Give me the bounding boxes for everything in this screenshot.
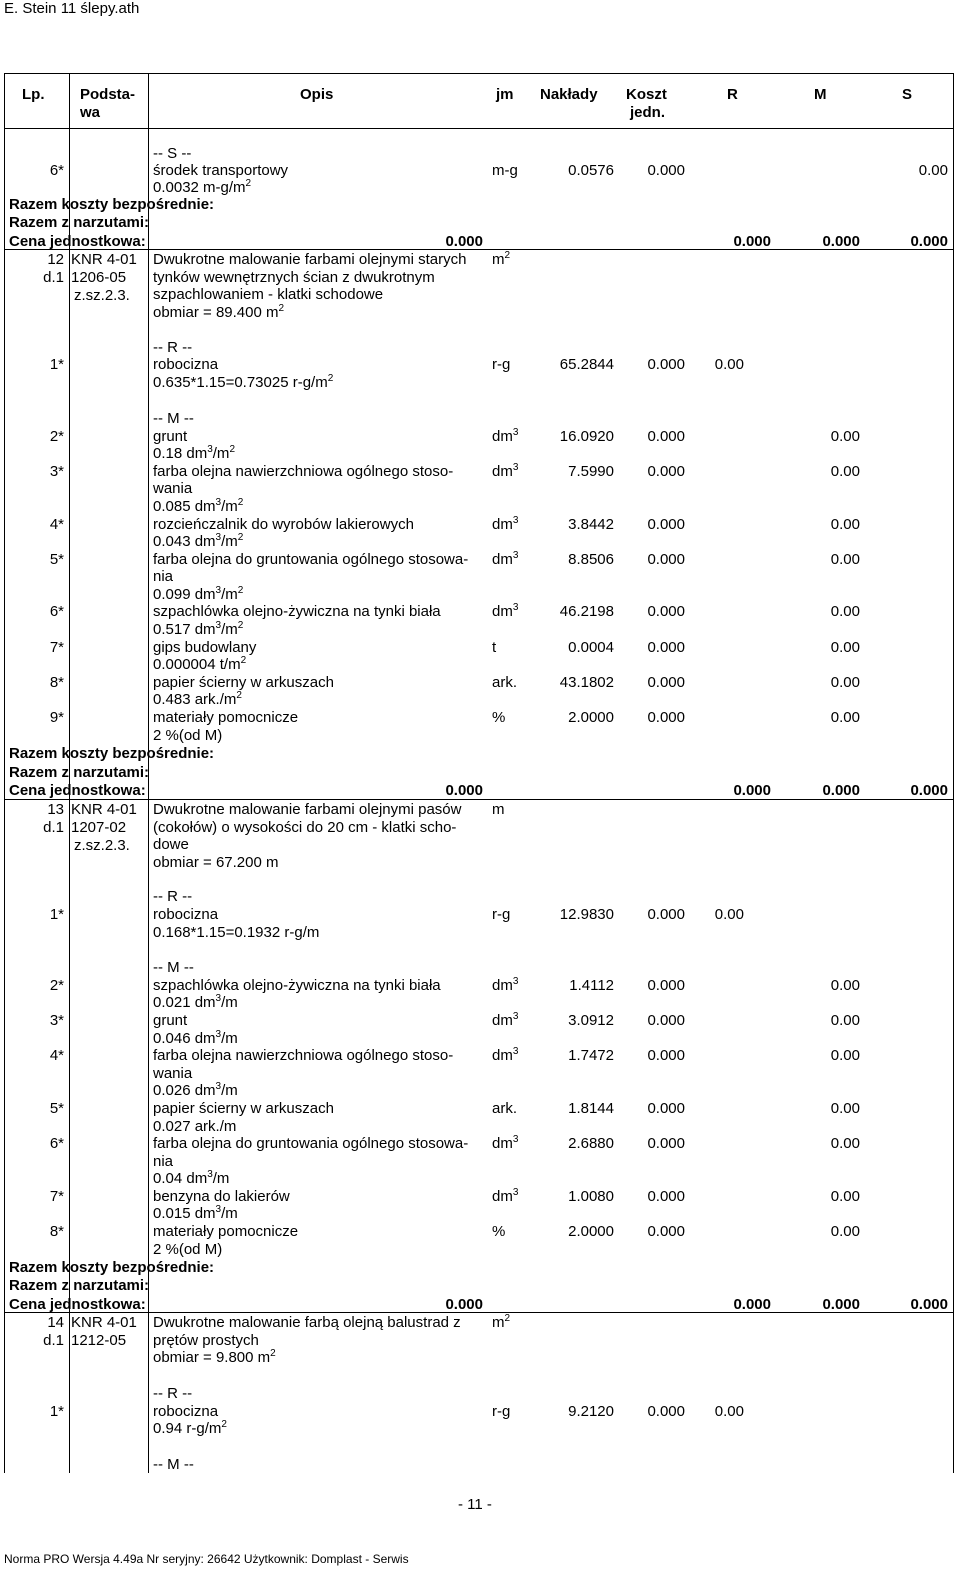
description-line: wania — [153, 1065, 193, 1082]
resource-koszt: 0.000 — [647, 551, 685, 568]
resource-naklady: 16.0920 — [559, 428, 614, 445]
resource-koszt: 0.000 — [647, 162, 685, 179]
description-line: 0.046 $dm^3/m$ — [153, 1029, 238, 1047]
position-code: KNR 4-01 — [71, 801, 137, 818]
resource-jm: $dm^3$ — [492, 1187, 519, 1205]
resource-name: papier ścierny w arkuszach — [153, 674, 334, 691]
description-line: nia — [153, 1153, 174, 1170]
header-podstawa-1: Podsta- — [80, 86, 136, 103]
resource-koszt: 0.000 — [647, 977, 685, 994]
position-description: dowe — [153, 836, 189, 853]
resource-lp: 8* — [49, 674, 64, 691]
resource-lp: 1* — [49, 906, 64, 923]
position-number: 12 — [47, 251, 64, 268]
resource-lp: 2* — [49, 977, 64, 994]
position-description: prętów prostych — [153, 1331, 259, 1349]
cena-value: 0.000 — [733, 233, 771, 250]
resource-naklady: 1.0080 — [568, 1188, 614, 1205]
resource-name: gips budowlany — [153, 639, 257, 656]
cena-value: 0.000 — [445, 233, 483, 250]
header-opis: Opis — [300, 86, 334, 103]
resource-m-value: 0.00 — [830, 1135, 860, 1152]
description-line: 0.099 $dm^3/m^2$ — [153, 585, 244, 603]
resource-m-value: 0.00 — [830, 1100, 860, 1117]
resource-naklady: 9.2120 — [568, 1403, 614, 1420]
position-code: 1212-05 — [71, 1332, 127, 1349]
description-line: 0.0032 $m-g/m^2$ — [153, 178, 252, 196]
resource-name: materiały pomocnicze — [153, 1223, 299, 1240]
resource-lp: 7* — [49, 639, 64, 656]
position-sub: d.1 — [43, 1332, 64, 1349]
description-line: 0.18 $dm^3/m^2$ — [153, 444, 235, 462]
resource-name: szpachlówka olejno-żywiczna na tynki biała — [153, 603, 441, 620]
description-line: wania — [153, 480, 193, 497]
cena-value: 0.000 — [822, 233, 860, 250]
resource-lp: 5* — [49, 1100, 64, 1117]
resource-name: farba olejna do gruntowania ogólnego stosowa- — [153, 1135, 469, 1152]
resource-jm: ark. — [492, 1100, 518, 1117]
resource-m-value: 0.00 — [830, 977, 860, 994]
resource-lp: 3* — [49, 463, 64, 480]
resource-m-value: 0.00 — [830, 1188, 860, 1205]
description-line: 0.026 $dm^3/m$ — [153, 1081, 238, 1099]
resource-m-value: 0.00 — [830, 1047, 860, 1064]
description-line: 0.483 $ark./m^2$ — [153, 690, 242, 708]
resource-naklady: 43.1802 — [559, 674, 614, 691]
summary-label: Razem z narzutami: — [9, 1277, 150, 1294]
resource-jm: ark. — [492, 674, 518, 691]
position-jm: $m^2$ — [492, 250, 511, 268]
resource-lp: 1* — [49, 1403, 64, 1420]
summary-label: Razem koszty bezpośrednie: — [9, 745, 215, 762]
resource-lp: 5* — [49, 551, 64, 568]
header-m: M — [814, 86, 827, 103]
description-line: 0.168*1.15=0.1932 r-g/m — [153, 924, 320, 941]
resource-m-value: 0.00 — [830, 603, 860, 620]
position-description: (cokołów) o wysokości do 20 cm - klatki scho- — [153, 818, 457, 836]
resource-koszt: 0.000 — [647, 1188, 685, 1205]
resource-naklady: 1.8144 — [568, 1100, 614, 1117]
resource-koszt: 0.000 — [647, 639, 685, 656]
description-line: 0.015 $dm^3/m$ — [153, 1204, 238, 1222]
resource-name: farba olejna nawierzchniowa ogólnego stoso- — [153, 463, 454, 480]
position-code: 1206-05 — [71, 269, 127, 286]
cena-value: 0.000 — [910, 233, 948, 250]
resource-name: benzyna do lakierów — [153, 1188, 290, 1205]
resource-m-value: 0.00 — [830, 463, 860, 480]
position-code: KNR 4-01 — [71, 1314, 137, 1331]
resource-name: robocizna — [153, 1403, 219, 1420]
resource-jm: $dm^3$ — [492, 1011, 519, 1029]
description-line: 2 %(od M) — [153, 727, 223, 744]
resource-s-value: 0.00 — [918, 162, 948, 179]
resource-m-value: 0.00 — [830, 709, 860, 726]
description-line: -- S -- — [153, 145, 192, 162]
description-line: -- R -- — [153, 888, 193, 905]
resource-koszt: 0.000 — [647, 674, 685, 691]
resource-koszt: 0.000 — [647, 906, 685, 923]
resource-lp: 9* — [49, 709, 64, 726]
resource-naklady: 46.2198 — [559, 603, 614, 620]
resource-name: robocizna — [153, 906, 219, 923]
summary-label: Razem koszty bezpośrednie: — [9, 196, 215, 213]
resource-name: grunt — [153, 428, 188, 445]
cena-value: 0.000 — [733, 782, 771, 799]
cena-value: 0.000 — [822, 782, 860, 799]
resource-naklady: 3.0912 — [568, 1012, 614, 1029]
resource-koszt: 0.000 — [647, 1403, 685, 1420]
resource-m-value: 0.00 — [830, 674, 860, 691]
position-description: obmiar = 67.200 m — [153, 853, 279, 871]
description-line: 0.021 $dm^3/m$ — [153, 993, 238, 1011]
resource-jm: r-g — [492, 1403, 511, 1420]
resource-lp: 4* — [49, 1047, 64, 1064]
resource-naklady: 3.8442 — [568, 516, 614, 533]
position-jm: $m^2$ — [492, 1313, 511, 1331]
position-description: Dwukrotne malowanie farbą olejną balustrad z — [153, 1314, 461, 1331]
summary-label: Cena jednostkowa: — [9, 1296, 146, 1313]
resource-r-value: 0.00 — [714, 356, 744, 373]
position-code: KNR 4-01 — [71, 251, 137, 268]
description-line: -- M -- — [153, 410, 194, 427]
resource-lp: 7* — [49, 1188, 64, 1205]
description-line: 0.000004 $t/m^2$ — [153, 655, 247, 673]
position-jm: m — [492, 801, 505, 818]
resource-m-value: 0.00 — [830, 1223, 860, 1240]
cena-value: 0.000 — [445, 782, 483, 799]
position-description: obmiar = 89.400 $m^2$ — [153, 302, 285, 321]
header-s: S — [902, 86, 913, 103]
header-lp: Lp. — [22, 86, 45, 103]
position-description: obmiar = 9.800 $m^2$ — [153, 1348, 276, 1366]
resource-jm: % — [492, 709, 506, 726]
resource-lp: 6* — [49, 1135, 64, 1152]
header-koszt-1: Koszt — [626, 86, 667, 103]
description-line: nia — [153, 568, 174, 585]
description-line: 0.043 $dm^3/m^2$ — [153, 532, 244, 550]
description-line: 0.517 $dm^3/m^2$ — [153, 620, 244, 638]
resource-m-value: 0.00 — [830, 428, 860, 445]
resource-koszt: 0.000 — [647, 1012, 685, 1029]
position-number: 14 — [47, 1314, 64, 1331]
position-description: Dwukrotne malowanie farbami olejnymi pasów — [153, 801, 462, 818]
resource-m-value: 0.00 — [830, 1012, 860, 1029]
summary-label: Razem koszty bezpośrednie: — [9, 1259, 215, 1276]
description-line: 0.085 $dm^3/m^2$ — [153, 497, 244, 515]
resource-m-value: 0.00 — [830, 551, 860, 568]
summary-label: Cena jednostkowa: — [9, 233, 146, 250]
resource-naklady: 0.0576 — [568, 162, 614, 179]
resource-jm: % — [492, 1223, 506, 1240]
resource-naklady: 8.8506 — [568, 551, 614, 568]
resource-naklady: 7.5990 — [568, 463, 614, 480]
resource-naklady: 1.7472 — [568, 1047, 614, 1064]
resource-jm: $dm^3$ — [492, 1046, 519, 1064]
resource-koszt: 0.000 — [647, 1100, 685, 1117]
position-description: tynków wewnętrznych ścian z dwukrotnym — [153, 268, 435, 286]
resource-name: szpachlówka olejno-żywiczna na tynki biała — [153, 977, 441, 994]
resource-koszt: 0.000 — [647, 1135, 685, 1152]
resource-name: farba olejna nawierzchniowa ogólnego stoso- — [153, 1047, 454, 1064]
resource-koszt: 0.000 — [647, 356, 685, 373]
resource-name: rozcieńczalnik do wyrobów lakierowych — [153, 516, 414, 533]
resource-jm: $dm^3$ — [492, 550, 519, 568]
resource-m-value: 0.00 — [830, 516, 860, 533]
resource-jm: $dm^3$ — [492, 427, 519, 445]
resource-naklady: 2.0000 — [568, 709, 614, 726]
position-sub: d.1 — [43, 269, 64, 286]
resource-lp: 1* — [49, 356, 64, 373]
cena-value: 0.000 — [910, 1296, 948, 1313]
position-separator — [4, 249, 954, 250]
summary-label: Cena jednostkowa: — [9, 782, 146, 799]
position-description: szpachlowaniem - klatki schodowe — [153, 286, 384, 303]
position-separator — [4, 799, 954, 800]
resource-name: robocizna — [153, 356, 219, 373]
resource-lp: 6* — [49, 603, 64, 620]
position-sub: d.1 — [43, 819, 64, 836]
description-line: 0.027 ark./m — [153, 1118, 237, 1135]
document-title: E. Stein 11 ślepy.ath — [4, 0, 140, 17]
description-line: 0.635*1.15=0.73025 $r-g/m^2$ — [153, 373, 334, 391]
resource-koszt: 0.000 — [647, 1047, 685, 1064]
summary-label: Razem z narzutami: — [9, 764, 150, 781]
resource-name: papier ścierny w arkuszach — [153, 1100, 334, 1117]
description-line: -- M -- — [153, 1456, 194, 1473]
resource-name: grunt — [153, 1012, 188, 1029]
resource-jm: m-g — [492, 162, 518, 179]
description-line: 0.04 $dm^3/m$ — [153, 1169, 230, 1187]
description-line: -- M -- — [153, 959, 194, 976]
footer-text: Norma PRO Wersja 4.49a Nr seryjny: 26642 Użytkownik: Domplast - Serwis — [4, 1552, 409, 1566]
position-code: z.sz.2.3. — [74, 837, 130, 854]
description-line: 0.94 $r-g/m^2$ — [153, 1419, 227, 1437]
header-koszt-2: jedn. — [630, 104, 666, 121]
resource-jm: r-g — [492, 906, 511, 923]
resource-r-value: 0.00 — [714, 1403, 744, 1420]
position-description: Dwukrotne malowanie farbami olejnymi starych — [153, 251, 467, 268]
position-number: 13 — [47, 801, 64, 818]
cena-value: 0.000 — [910, 782, 948, 799]
resource-lp: 6* — [49, 162, 64, 179]
resource-naklady: 12.9830 — [559, 906, 614, 923]
resource-jm: $dm^3$ — [492, 976, 519, 994]
cena-value: 0.000 — [733, 1296, 771, 1313]
resource-jm: $dm^3$ — [492, 602, 519, 620]
resource-koszt: 0.000 — [647, 603, 685, 620]
position-code: z.sz.2.3. — [74, 287, 130, 304]
page-number: - 11 - — [458, 1496, 492, 1513]
resource-naklady: 0.0004 — [568, 639, 614, 656]
resource-r-value: 0.00 — [714, 906, 744, 923]
header-jm: jm — [496, 86, 514, 103]
header-r: R — [727, 86, 738, 103]
resource-koszt: 0.000 — [647, 709, 685, 726]
position-code: 1207-02 — [71, 819, 127, 836]
cena-value: 0.000 — [822, 1296, 860, 1313]
description-line: -- R -- — [153, 339, 193, 356]
position-separator — [4, 1312, 954, 1313]
resource-jm: $dm^3$ — [492, 515, 519, 533]
resource-lp: 3* — [49, 1012, 64, 1029]
summary-label: Razem z narzutami: — [9, 214, 150, 231]
description-line: 2 %(od M) — [153, 1241, 223, 1258]
resource-naklady: 65.2844 — [559, 356, 614, 373]
resource-lp: 4* — [49, 516, 64, 533]
header-naklady: Nakłady — [540, 86, 598, 103]
resource-name: farba olejna do gruntowania ogólnego stosowa- — [153, 551, 469, 568]
header-podstawa-2: wa — [80, 104, 101, 121]
resource-jm: $dm^3$ — [492, 1134, 519, 1152]
resource-koszt: 0.000 — [647, 463, 685, 480]
cena-value: 0.000 — [445, 1296, 483, 1313]
resource-m-value: 0.00 — [830, 639, 860, 656]
resource-naklady: 2.0000 — [568, 1223, 614, 1240]
resource-lp: 2* — [49, 428, 64, 445]
resource-jm: t — [492, 639, 497, 656]
resource-jm: r-g — [492, 356, 511, 373]
resource-naklady: 1.4112 — [569, 977, 614, 994]
resource-koszt: 0.000 — [647, 428, 685, 445]
resource-name: materiały pomocnicze — [153, 709, 299, 726]
resource-koszt: 0.000 — [647, 516, 685, 533]
resource-lp: 8* — [49, 1223, 64, 1240]
resource-jm: $dm^3$ — [492, 462, 519, 480]
description-line: -- R -- — [153, 1385, 193, 1402]
resource-koszt: 0.000 — [647, 1223, 685, 1240]
resource-name: środek transportowy — [153, 162, 289, 179]
resource-naklady: 2.6880 — [568, 1135, 614, 1152]
